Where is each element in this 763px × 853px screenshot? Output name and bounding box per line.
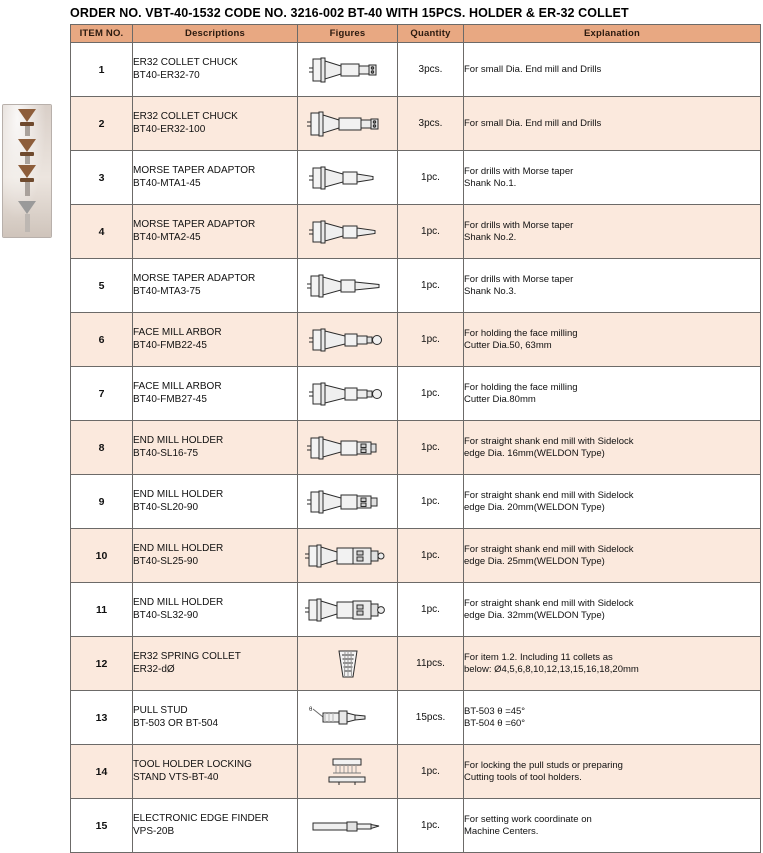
cell-description [133, 313, 298, 367]
explanation-line-1: For item 1.2. Including 11 collets as [464, 651, 613, 663]
explanation-line-1: For straight shank end mill with Sidelock [464, 435, 634, 447]
table-header-row [71, 25, 761, 43]
explanation-line-2: edge Dia. 32mm(WELDON Type) [464, 609, 605, 621]
description-line-2: BT40-FMB27-45 [133, 393, 207, 405]
cell-figure [298, 529, 398, 583]
cell-figure [298, 691, 398, 745]
description-line-2: BT-503 OR BT-504 [133, 717, 219, 729]
cell-explanation [464, 583, 761, 637]
cell-explanation [464, 475, 761, 529]
end-mill-holder-large-figure [299, 535, 397, 577]
cell-item-no: 4 [71, 205, 133, 259]
table-row [71, 367, 761, 421]
description-line-2: BT40-ER32-100 [133, 123, 206, 135]
explanation-line-1: For drills with Morse taper [464, 273, 574, 285]
cell-explanation [464, 43, 761, 97]
description-line-2: BT40-MTA2-45 [133, 231, 201, 243]
photo-tool-3 [18, 165, 36, 196]
table-row [71, 583, 761, 637]
description-line-1: MORSE TAPER ADAPTOR [133, 273, 256, 284]
table-row [71, 637, 761, 691]
photo-tool-4 [18, 201, 36, 232]
cell-explanation [464, 151, 761, 205]
explanation-line-2: Shank No.1. [464, 177, 517, 189]
cell-item-no: 14 [71, 745, 133, 799]
cell-item-no: 3 [71, 151, 133, 205]
explanation-line-1: For drills with Morse taper [464, 219, 574, 231]
description-line-2: BT40-MTA1-45 [133, 177, 201, 189]
table-row [71, 529, 761, 583]
cell-quantity: 1pc. [398, 745, 464, 799]
svg-text:θ: θ [308, 706, 312, 713]
table-row [71, 313, 761, 367]
cell-explanation [464, 205, 761, 259]
end-mill-holder-figure [299, 427, 397, 469]
cell-item-no: 12 [71, 637, 133, 691]
photo-tool-2 [18, 139, 36, 164]
explanation-line-1: For drills with Morse taper [464, 165, 574, 177]
cell-description [133, 745, 298, 799]
explanation-line-1: BT-503 θ =45° [464, 705, 526, 717]
cell-item-no: 11 [71, 583, 133, 637]
cell-description [133, 637, 298, 691]
table-row [71, 691, 761, 745]
description-line-1: END MILL HOLDER [133, 435, 224, 446]
cell-figure [298, 637, 398, 691]
explanation-line-2: edge Dia. 20mm(WELDON Type) [464, 501, 605, 513]
description-line-1: TOOL HOLDER LOCKING [133, 759, 252, 770]
product-photo [2, 104, 52, 238]
morse-taper-adaptor-long-figure [299, 265, 397, 307]
locking-stand-figure [299, 751, 397, 793]
cell-quantity: 1pc. [398, 799, 464, 853]
column-header-quantity: Quantity [398, 25, 464, 43]
cell-figure [298, 97, 398, 151]
explanation-line-1: For straight shank end mill with Sidelock [464, 543, 634, 555]
explanation-line-1: For setting work coordinate on [464, 813, 592, 825]
cell-description [133, 97, 298, 151]
cell-quantity: 1pc. [398, 205, 464, 259]
explanation-line-1: For straight shank end mill with Sidelock [464, 489, 634, 501]
collet-chuck-long-figure [299, 103, 397, 145]
cell-item-no: 10 [71, 529, 133, 583]
cell-explanation [464, 97, 761, 151]
description-line-1: FACE MILL ARBOR [133, 327, 222, 338]
end-mill-holder-large-figure [299, 589, 397, 631]
description-line-2: BT40-FMB22-45 [133, 339, 207, 351]
page-title: ORDER NO. VBT-40-1532 CODE NO. 3216-002 BT-40 WITH 15PCS. HOLDER & ER-32 COLLET [70, 6, 629, 20]
description-line-1: ER32 COLLET CHUCK [133, 111, 238, 122]
cell-quantity: 1pc. [398, 475, 464, 529]
cell-item-no: 15 [71, 799, 133, 853]
cell-description [133, 205, 298, 259]
cell-description [133, 799, 298, 853]
table-row [71, 745, 761, 799]
cell-item-no: 8 [71, 421, 133, 475]
description-line-2: VPS-20B [133, 825, 175, 837]
cell-figure [298, 313, 398, 367]
table-row [71, 205, 761, 259]
cell-explanation [464, 259, 761, 313]
cell-explanation [464, 367, 761, 421]
cell-item-no: 6 [71, 313, 133, 367]
face-mill-arbor-figure [299, 373, 397, 415]
cell-quantity: 11pcs. [398, 637, 464, 691]
cell-explanation [464, 745, 761, 799]
cell-figure [298, 367, 398, 421]
explanation-line-2: below: Ø4,5,6,8,10,12,13,15,16,18,20mm [464, 663, 639, 675]
description-line-2: BT40-SL20-90 [133, 501, 199, 513]
morse-taper-adaptor-figure [299, 211, 397, 253]
description-line-1: ER32 SPRING COLLET [133, 651, 241, 662]
cell-figure [298, 205, 398, 259]
cell-item-no: 13 [71, 691, 133, 745]
table-row [71, 259, 761, 313]
cell-explanation [464, 799, 761, 853]
cell-item-no: 2 [71, 97, 133, 151]
cell-item-no: 9 [71, 475, 133, 529]
description-line-2: STAND VTS-BT-40 [133, 771, 219, 783]
spring-collet-figure [299, 643, 397, 685]
table-row [71, 799, 761, 853]
explanation-line-2: Shank No.3. [464, 285, 517, 297]
description-line-1: PULL STUD [133, 705, 188, 716]
explanation-line-1: For locking the pull studs or preparing [464, 759, 623, 771]
description-line-1: END MILL HOLDER [133, 543, 224, 554]
explanation-line-2: Cutting tools of tool holders. [464, 771, 582, 783]
explanation-line-2: BT-504 θ =60° [464, 717, 526, 729]
cell-explanation [464, 637, 761, 691]
description-line-1: MORSE TAPER ADAPTOR [133, 219, 256, 230]
specification-table [70, 24, 761, 853]
explanation-line-1: For straight shank end mill with Sidelock [464, 597, 634, 609]
table-row [71, 421, 761, 475]
cell-figure [298, 43, 398, 97]
edge-finder-figure [299, 805, 397, 847]
explanation-line-1: For small Dia. End mill and Drills [464, 117, 602, 129]
cell-quantity: 1pc. [398, 421, 464, 475]
cell-description [133, 583, 298, 637]
photo-tool-1 [18, 109, 36, 136]
cell-item-no: 7 [71, 367, 133, 421]
cell-quantity: 3pcs. [398, 43, 464, 97]
cell-explanation [464, 529, 761, 583]
cell-figure [298, 151, 398, 205]
explanation-line-2: Shank No.2. [464, 231, 517, 243]
column-header-descriptions: Descriptions [133, 25, 298, 43]
cell-figure [298, 259, 398, 313]
table-row [71, 43, 761, 97]
cell-figure [298, 475, 398, 529]
cell-item-no: 1 [71, 43, 133, 97]
cell-explanation [464, 691, 761, 745]
pull-stud-figure [299, 697, 397, 739]
collet-chuck-short-figure [299, 49, 397, 91]
cell-item-no: 5 [71, 259, 133, 313]
explanation-line-2: edge Dia. 25mm(WELDON Type) [464, 555, 605, 567]
column-header-explanation: Explanation [464, 25, 761, 43]
cell-quantity: 1pc. [398, 259, 464, 313]
cell-figure [298, 799, 398, 853]
cell-quantity: 1pc. [398, 583, 464, 637]
face-mill-arbor-figure [299, 319, 397, 361]
explanation-line-1: For small Dia. End mill and Drills [464, 63, 602, 75]
cell-description [133, 421, 298, 475]
cell-description [133, 259, 298, 313]
description-line-2: BT40-SL16-75 [133, 447, 199, 459]
cell-description [133, 43, 298, 97]
column-header-item-no: ITEM NO. [71, 25, 133, 43]
cell-quantity: 1pc. [398, 313, 464, 367]
cell-figure [298, 421, 398, 475]
description-line-1: MORSE TAPER ADAPTOR [133, 165, 256, 176]
description-line-1: END MILL HOLDER [133, 489, 224, 500]
explanation-line-2: Machine Centers. [464, 825, 539, 837]
table-row [71, 151, 761, 205]
cell-description [133, 691, 298, 745]
cell-quantity: 1pc. [398, 529, 464, 583]
description-line-2: ER32-dØ [133, 663, 175, 675]
table-row [71, 97, 761, 151]
cell-description [133, 529, 298, 583]
cell-description [133, 367, 298, 421]
cell-description [133, 475, 298, 529]
table-row [71, 475, 761, 529]
cell-figure [298, 583, 398, 637]
description-line-1: FACE MILL ARBOR [133, 381, 222, 392]
column-header-figures: Figures [298, 25, 398, 43]
cell-quantity: 1pc. [398, 367, 464, 421]
explanation-line-2: edge Dia. 16mm(WELDON Type) [464, 447, 605, 459]
explanation-line-1: For holding the face milling [464, 327, 578, 339]
cell-quantity: 1pc. [398, 151, 464, 205]
description-line-2: BT40-SL32-90 [133, 609, 199, 621]
cell-quantity: 15pcs. [398, 691, 464, 745]
description-line-1: END MILL HOLDER [133, 597, 224, 608]
description-line-1: ER32 COLLET CHUCK [133, 57, 238, 68]
description-line-2: BT40-ER32-70 [133, 69, 200, 81]
morse-taper-adaptor-figure [299, 157, 397, 199]
explanation-line-2: Cutter Dia.80mm [464, 393, 536, 405]
explanation-line-2: Cutter Dia.50, 63mm [464, 339, 552, 351]
description-line-2: BT40-MTA3-75 [133, 285, 201, 297]
description-line-2: BT40-SL25-90 [133, 555, 199, 567]
cell-quantity: 3pcs. [398, 97, 464, 151]
description-line-1: ELECTRONIC EDGE FINDER [133, 813, 269, 824]
end-mill-holder-figure [299, 481, 397, 523]
cell-description [133, 151, 298, 205]
cell-explanation [464, 421, 761, 475]
cell-figure [298, 745, 398, 799]
explanation-line-1: For holding the face milling [464, 381, 578, 393]
cell-explanation [464, 313, 761, 367]
